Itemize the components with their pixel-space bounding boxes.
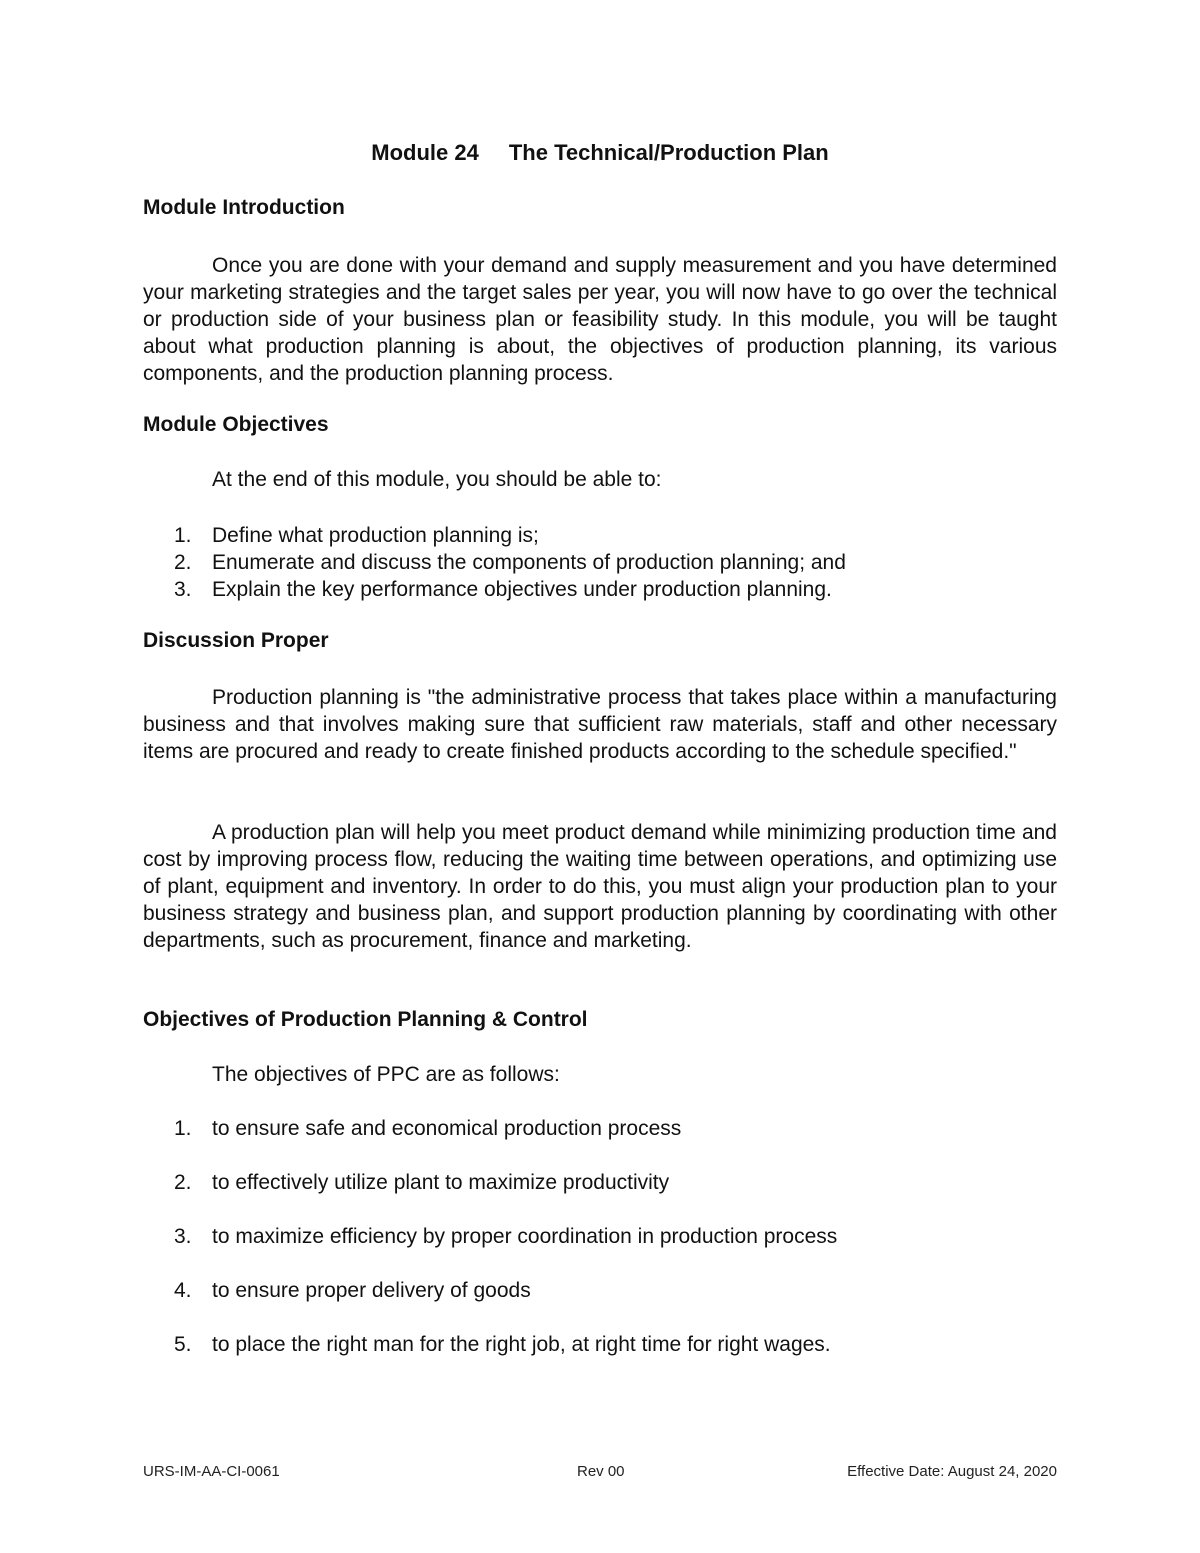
list-number: 5. — [174, 1333, 192, 1356]
objectives-list — [143, 522, 846, 603]
list-text: Enumerate and discuss the components of production planning; and — [212, 551, 846, 574]
intro-heading: Module Introduction — [143, 196, 345, 219]
list-text: to ensure proper delivery of goods — [212, 1279, 531, 1302]
list-text: to ensure safe and economical production process — [212, 1117, 682, 1140]
ppc-lead: The objectives of PPC are as follows: — [212, 1063, 560, 1086]
list-item — [143, 549, 846, 576]
list-number: 1. — [174, 524, 192, 547]
list-number: 4. — [174, 1279, 192, 1302]
objectives-lead: At the end of this module, you should be able to: — [212, 468, 662, 491]
list-text: Define what production planning is; — [212, 524, 539, 547]
list-text: to maximize efficiency by proper coordination in production process — [212, 1225, 838, 1248]
list-number: 3. — [174, 578, 192, 601]
list-number: 2. — [174, 1171, 192, 1194]
list-number: 3. — [174, 1225, 192, 1248]
list-item — [143, 1225, 837, 1279]
objectives-heading: Module Objectives — [143, 413, 329, 436]
list-item — [143, 1279, 837, 1333]
ppc-list — [143, 1117, 837, 1387]
list-item — [143, 1117, 837, 1171]
list-item — [143, 1171, 837, 1225]
list-text: to effectively utilize plant to maximize productivity — [212, 1171, 670, 1194]
revision-label: Rev 00 — [577, 1463, 625, 1480]
discussion-paragraph-2: A production plan will help you meet product demand while minimizing production time and cost by improving process flow, reducing the waiting time between operations, and optimizing use of plant, equipment and inventory. In order to do this, you must align your production plan to your business strategy and business plan, and support production planning by coordinating with other departments, such as procurement, finance and marketing. — [143, 821, 1057, 952]
list-text: Explain the key performance objectives under production planning. — [212, 578, 832, 601]
intro-paragraph: Once you are done with your demand and supply measurement and you have determined your marketing strategies and the target sales per year, you will now have to go over the technical or production side of your business plan or feasibility study. In this module, you will be taught about what production planning is about, the objectives of production planning, its various components, and the production planning process. — [143, 254, 1057, 385]
discussion-paragraph-1: Production planning is "the administrative process that takes place within a manufacturing business and that involves making sure that sufficient raw materials, staff and other necessary items are procured and ready to create finished products according to the schedule specified." — [143, 686, 1057, 763]
list-item — [143, 576, 846, 603]
module-name: The Technical/Production Plan — [508, 140, 829, 165]
effective-date: Effective Date: August 24, 2020 — [847, 1463, 1057, 1480]
list-number: 1. — [174, 1117, 192, 1140]
module-number: Module 24 — [371, 140, 479, 165]
ppc-heading: Objectives of Production Planning & Control — [143, 1008, 588, 1031]
document-code: URS-IM-AA-CI-0061 — [143, 1463, 280, 1480]
list-text: to place the right man for the right job, at right time for right wages. — [212, 1333, 831, 1356]
discussion-heading: Discussion Proper — [143, 629, 329, 652]
list-number: 2. — [174, 551, 192, 574]
page-title — [0, 140, 1200, 166]
list-item — [143, 1333, 837, 1387]
list-item — [143, 522, 846, 549]
